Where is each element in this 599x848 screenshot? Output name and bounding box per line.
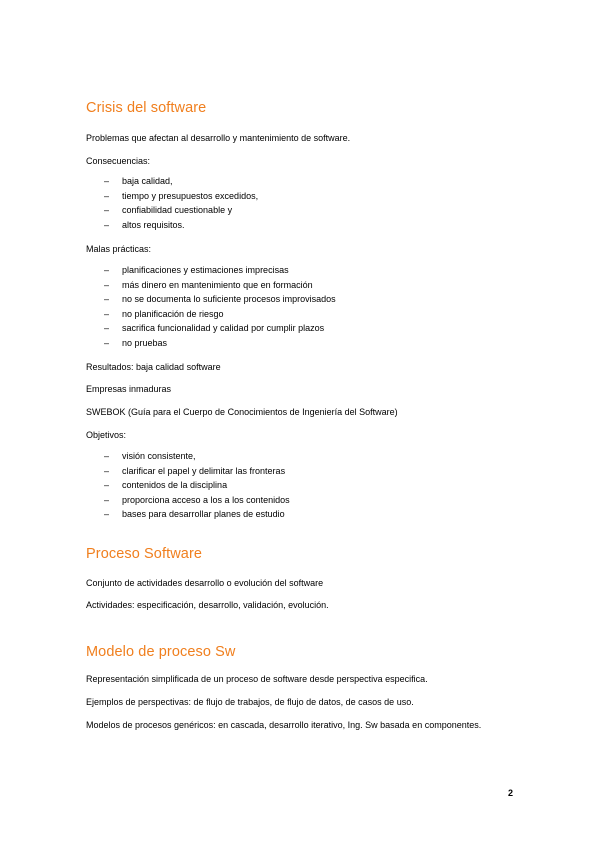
heading-crisis-del-software: Crisis del software [86,100,207,116]
list-item: – sacrifica funcionalidad y calidad por cumplir plazos [104,321,336,336]
modelo-p2: Ejemplos de perspectivas: de flujo de trabajos, de flujo de datos, de casos de uso. [86,697,414,707]
bullet-dash: – [104,265,110,275]
bullet-dash: – [104,279,110,290]
bullet-dash: – [104,176,110,186]
modelo-p1: Representación simplificada de un proceso de software desde perspectiva especifica. [86,674,428,684]
heading-modelo-de-proceso: Modelo de proceso Sw [86,644,236,660]
bullet-dash: – [104,465,110,476]
malas-practicas-list [104,263,336,351]
list-item: – contenidos de la disciplina [104,478,290,493]
bullet-dash: – [104,494,110,505]
proceso-p2: Actividades: especificación, desarrollo, validación, evolución. [86,600,329,610]
list-item: – baja calidad, [104,174,258,189]
crisis-intro: Problemas que afectan al desarrollo y mantenimiento de software. [86,133,351,143]
list-item: – planificaciones y estimaciones imprecisas [104,263,336,278]
list-item: – visión consistente, [104,449,290,464]
objetivos-list [104,449,290,522]
consecuencias-label: Consecuencias: [86,156,151,166]
list-item: – confiabilidad cuestionable y [104,203,258,218]
empresas-text: Empresas inmaduras [86,384,172,394]
list-item: – no planificación de riesgo [104,307,336,322]
bullet-dash: – [104,451,110,461]
swebok-text: SWEBOK (Guía para el Cuerpo de Conocimientos de Ingeniería del Software) [86,407,398,417]
list-item: – clarificar el papel y delimitar las fronteras [104,464,290,479]
malas-practicas-label: Malas prácticas: [86,244,152,254]
list-item: – bases para desarrollar planes de estudio [104,507,290,522]
proceso-p1: Conjunto de actividades desarrollo o evolución del software [86,578,324,588]
list-item: – tiempo y presupuestos excedidos, [104,189,258,204]
bullet-dash: – [104,480,110,491]
list-item: – más dinero en mantenimiento que en formación [104,278,336,293]
list-item: – no se documenta lo suficiente procesos improvisados [104,292,336,307]
list-item: – proporciona acceso a los a los contenidos [104,493,290,508]
bullet-dash: – [104,337,110,348]
bullet-dash: – [104,294,110,305]
bullet-dash: – [104,323,110,334]
objetivos-label: Objetivos: [86,430,127,440]
page-number: 2 [508,788,514,798]
modelo-p3: Modelos de procesos genéricos: en cascada, desarrollo iterativo, Ing. Sw basada en componentes. [86,720,482,730]
resultados-text: Resultados: baja calidad software [86,362,221,372]
bullet-dash: – [104,190,110,201]
consecuencias-list [104,174,258,232]
bullet-dash: – [104,308,110,319]
bullet-dash: – [104,219,110,230]
bullet-dash: – [104,509,110,520]
list-item: – altos requisitos. [104,218,258,233]
heading-proceso-software: Proceso Software [86,546,203,562]
bullet-dash: – [104,205,110,216]
list-item: – no pruebas [104,336,336,351]
